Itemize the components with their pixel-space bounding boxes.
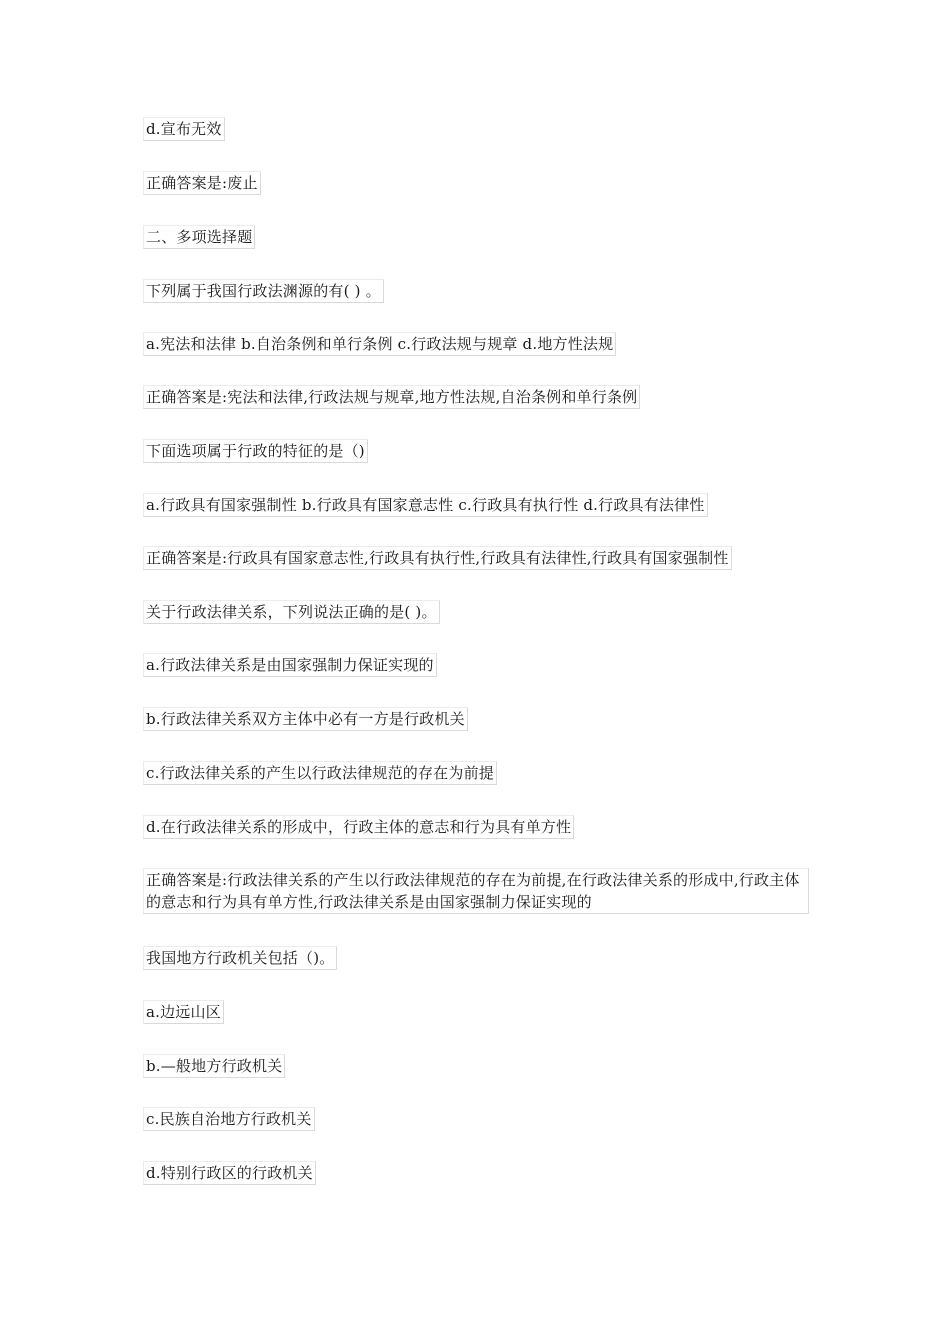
option-d-text: d.宣布无效: [143, 117, 225, 141]
option-a-text: a.边远山区: [143, 1000, 224, 1024]
option-b-text: b.—般地方行政机关: [143, 1054, 285, 1078]
option-a-text: a.行政法律关系是由国家强制力保证实现的: [143, 653, 437, 677]
answer-text: 正确答案是:废止: [143, 171, 261, 195]
option-d-text: d.在行政法律关系的形成中，行政主体的意志和行为具有单方性: [143, 815, 574, 839]
options-text: a.宪法和法律 b.自治条例和单行条例 c.行政法规与规章 d.地方性法规: [143, 332, 616, 356]
option-d-text: d.特别行政区的行政机关: [143, 1161, 316, 1185]
answer-text: 正确答案是:行政具有国家意志性,行政具有执行性,行政具有法律性,行政具有国家强制性: [143, 546, 732, 570]
option-c-text: c.行政法律关系的产生以行政法律规范的存在为前提: [143, 761, 497, 785]
section-heading: 二、多项选择题: [143, 225, 255, 249]
answer-text: 正确答案是:宪法和法律,行政法规与规章,地方性法规,自治条例和单行条例: [143, 385, 640, 409]
answer-text: 正确答案是:行政法律关系的产生以行政法律规范的存在为前提,在行政法律关系的形成中,行政主体的意志和行为具有单方性,行政法律关系是由国家强制力保证实现的: [143, 868, 809, 914]
question-text: 下列属于我国行政法渊源的有( ) 。: [143, 279, 384, 303]
question-text: 下面选项属于行政的特征的是（): [143, 439, 368, 463]
options-text: a.行政具有国家强制性 b.行政具有国家意志性 c.行政具有执行性 d.行政具有法律性: [143, 493, 708, 517]
question-text: 我国地方行政机关包括（)。: [143, 946, 337, 970]
question-text: 关于行政法律关系，下列说法正确的是( )。: [143, 600, 440, 624]
option-c-text: c.民族自治地方行政机关: [143, 1107, 315, 1131]
option-b-text: b.行政法律关系双方主体中必有一方是行政机关: [143, 707, 468, 731]
